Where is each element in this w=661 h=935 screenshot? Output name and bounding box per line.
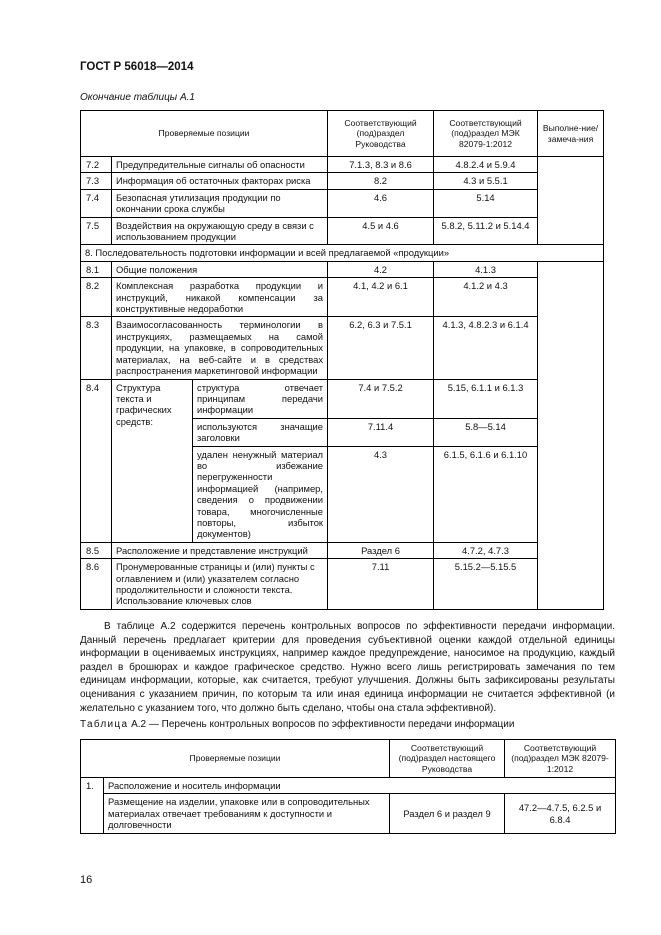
- table-row: [81, 278, 604, 317]
- table-a2: [80, 739, 616, 834]
- body-paragraph: [80, 620, 615, 715]
- row-done-cell: [538, 261, 604, 609]
- sub-row-iec: 6.1.5, 6.1.6 и 6.1.10: [434, 446, 538, 542]
- row-number: 8.4: [81, 379, 112, 542]
- table-row: [81, 157, 604, 173]
- row-guide: 4.2: [328, 261, 434, 277]
- table-row: [81, 778, 616, 794]
- row-done-cell: [538, 157, 604, 245]
- sub-row-text: структура отвечает принципам передачи информации: [193, 379, 328, 418]
- row-text: Расположение и представление инструкций: [112, 542, 328, 558]
- table-row: [81, 217, 604, 245]
- table-row: [81, 261, 604, 277]
- row-iec: 5.15.2—5.15.5: [434, 559, 538, 610]
- row-text: Комплексная разработка продукции и инструкций, никакой компенсации за конструктивные недоработки: [112, 278, 328, 317]
- table-a2-caption: [80, 719, 514, 730]
- row-iec: 4.1.3, 4.8.2.3 и 6.1.4: [434, 317, 538, 379]
- header-positions: Проверяемые позиции: [81, 111, 328, 157]
- sub-row-text: удален ненужный материал во избежание перегруженности информацией (например, сведения о продвижении товара, многочисленные повторы, избыток документов): [193, 446, 328, 542]
- sub-row-guide: 4.3: [328, 446, 434, 542]
- row-text: Структура текста и графических средств:: [112, 379, 193, 542]
- row-text: Безопасная утилизация продукции по окончании срока службы: [112, 189, 328, 217]
- row-guide: 4.5 и 4.6: [328, 217, 434, 245]
- row-number: 1.: [81, 778, 104, 834]
- header-guide: Соответствующий (под)раздел Руководства: [328, 111, 434, 157]
- row-number: 7.5: [81, 217, 112, 245]
- row-guide: 4.6: [328, 189, 434, 217]
- row-guide: 7.1.3, 8.3 и 8.6: [328, 157, 434, 173]
- row-number: 8.5: [81, 542, 112, 558]
- section-row: [81, 245, 604, 261]
- row-text: Предупредительные сигналы об опасности: [112, 157, 328, 173]
- row-text: Информация об остаточных факторах риска: [112, 173, 328, 189]
- row-iec: 4.8.2.4 и 5.9.4: [434, 157, 538, 173]
- row-number: 7.3: [81, 173, 112, 189]
- row-number: 8.1: [81, 261, 112, 277]
- row-guide: 4.1, 4.2 и 6.1: [328, 278, 434, 317]
- row-text: Пронумерованные страницы и (или) пункты с оглавлением и (или) указателем согласно продолжительности и сложности текста. Использование ключевых слов: [112, 559, 328, 610]
- row-iec: 5.14: [434, 189, 538, 217]
- section-title: 8. Последовательность подготовки информации и всей предлагаемой «продукции»: [81, 245, 604, 261]
- sub-row-text: используются значащие заголовки: [193, 418, 328, 446]
- row-guide: 6.2, 6.3 и 7.5.1: [328, 317, 434, 379]
- row-iec: 5.8.2, 5.11.2 и 5.14.4: [434, 217, 538, 245]
- row-text: Размещение на изделии, упаковке или в сопроводительных материалах отвечает требованиям к доступности и долговечности: [104, 794, 390, 833]
- table-row: [81, 173, 604, 189]
- row-guide: Раздел 6: [328, 542, 434, 558]
- header-positions: Проверяемые позиции: [81, 740, 390, 778]
- row-number: 8.6: [81, 559, 112, 610]
- row-text: Общие положения: [112, 261, 328, 277]
- header-guide: Соответствующий (под)раздел настоящего Руководства: [390, 740, 505, 778]
- table-row: [81, 794, 616, 833]
- row-number: 8.2: [81, 278, 112, 317]
- row-guide: 8.2: [328, 173, 434, 189]
- row-guide: 7.11: [328, 559, 434, 610]
- sub-row-guide: 7.11.4: [328, 418, 434, 446]
- caption-label: Таблица: [80, 719, 129, 730]
- header-iec: Соответствующий (под)раздел МЭК 82079-1:2012: [505, 740, 616, 778]
- row-text: Взаимосогласованность терминологии в инструкциях, размещаемых на самой продукции, на упаковке, в сопроводительных материалах, на веб-сайте и в средствах распространения маркетинговой информации: [112, 317, 328, 379]
- table-row: [81, 542, 604, 558]
- row-number: 7.2: [81, 157, 112, 173]
- sub-row-guide: 7.4 и 7.5.2: [328, 379, 434, 418]
- caption-text: А.2 — Перечень контрольных вопросов по эффективности передачи информации: [131, 719, 515, 730]
- table-row: [81, 559, 604, 610]
- paragraph-text: В таблице А.2 содержится перечень контрольных вопросов по эффективности передачи информации. Данный перечень предлагает критерии для проведения субъективной оценки каждой отдельной единицы информации в оцениваемых инструкциях, например каждое предупреждение, наносимое на продукцию, каждый раздел в брошюрах и каждое графическое средство. Нужно всего лишь регистрировать замечания по тем единицам информации, которые, как считается, требуют улучшения. Должны быть зафиксированы результаты оценивания с указанием причин, по которым та или иная единица информации не считается эффективной (и желательно с указанием того, что должно быть сделано, чтобы она стала эффективной).: [80, 621, 615, 714]
- row-iec: 4.3 и 5.5.1: [434, 173, 538, 189]
- table-row: [81, 189, 604, 217]
- table-row: [81, 379, 604, 418]
- row-text: Воздействия на окружающую среду в связи с использованием продукции: [112, 217, 328, 245]
- document-code: ГОСТ Р 56018—2014: [80, 61, 194, 73]
- table-row: [81, 317, 604, 379]
- table-caption: Окончание таблицы А.1: [80, 92, 195, 103]
- page-number: 16: [80, 874, 93, 886]
- row-iec: 4.1.3: [434, 261, 538, 277]
- row-guide: Раздел 6 и раздел 9: [390, 794, 505, 833]
- row-iec: 47.2—4.7.5, 6.2.5 и 6.8.4: [505, 794, 616, 833]
- row-text: Расположение и носитель информации: [104, 778, 616, 794]
- row-iec: 4.1.2 и 4.3: [434, 278, 538, 317]
- header-done: Выполне-ние/замеча-ния: [538, 111, 604, 157]
- row-iec: 4.7.2, 4.7.3: [434, 542, 538, 558]
- row-number: 7.4: [81, 189, 112, 217]
- header-iec: Соответствующий (под)раздел МЭК 82079-1:2012: [434, 111, 538, 157]
- row-number: 8.3: [81, 317, 112, 379]
- sub-row-iec: 5.8—5.14: [434, 418, 538, 446]
- table-a1: [80, 110, 604, 610]
- sub-row-iec: 5.15, 6.1.1 и 6.1.3: [434, 379, 538, 418]
